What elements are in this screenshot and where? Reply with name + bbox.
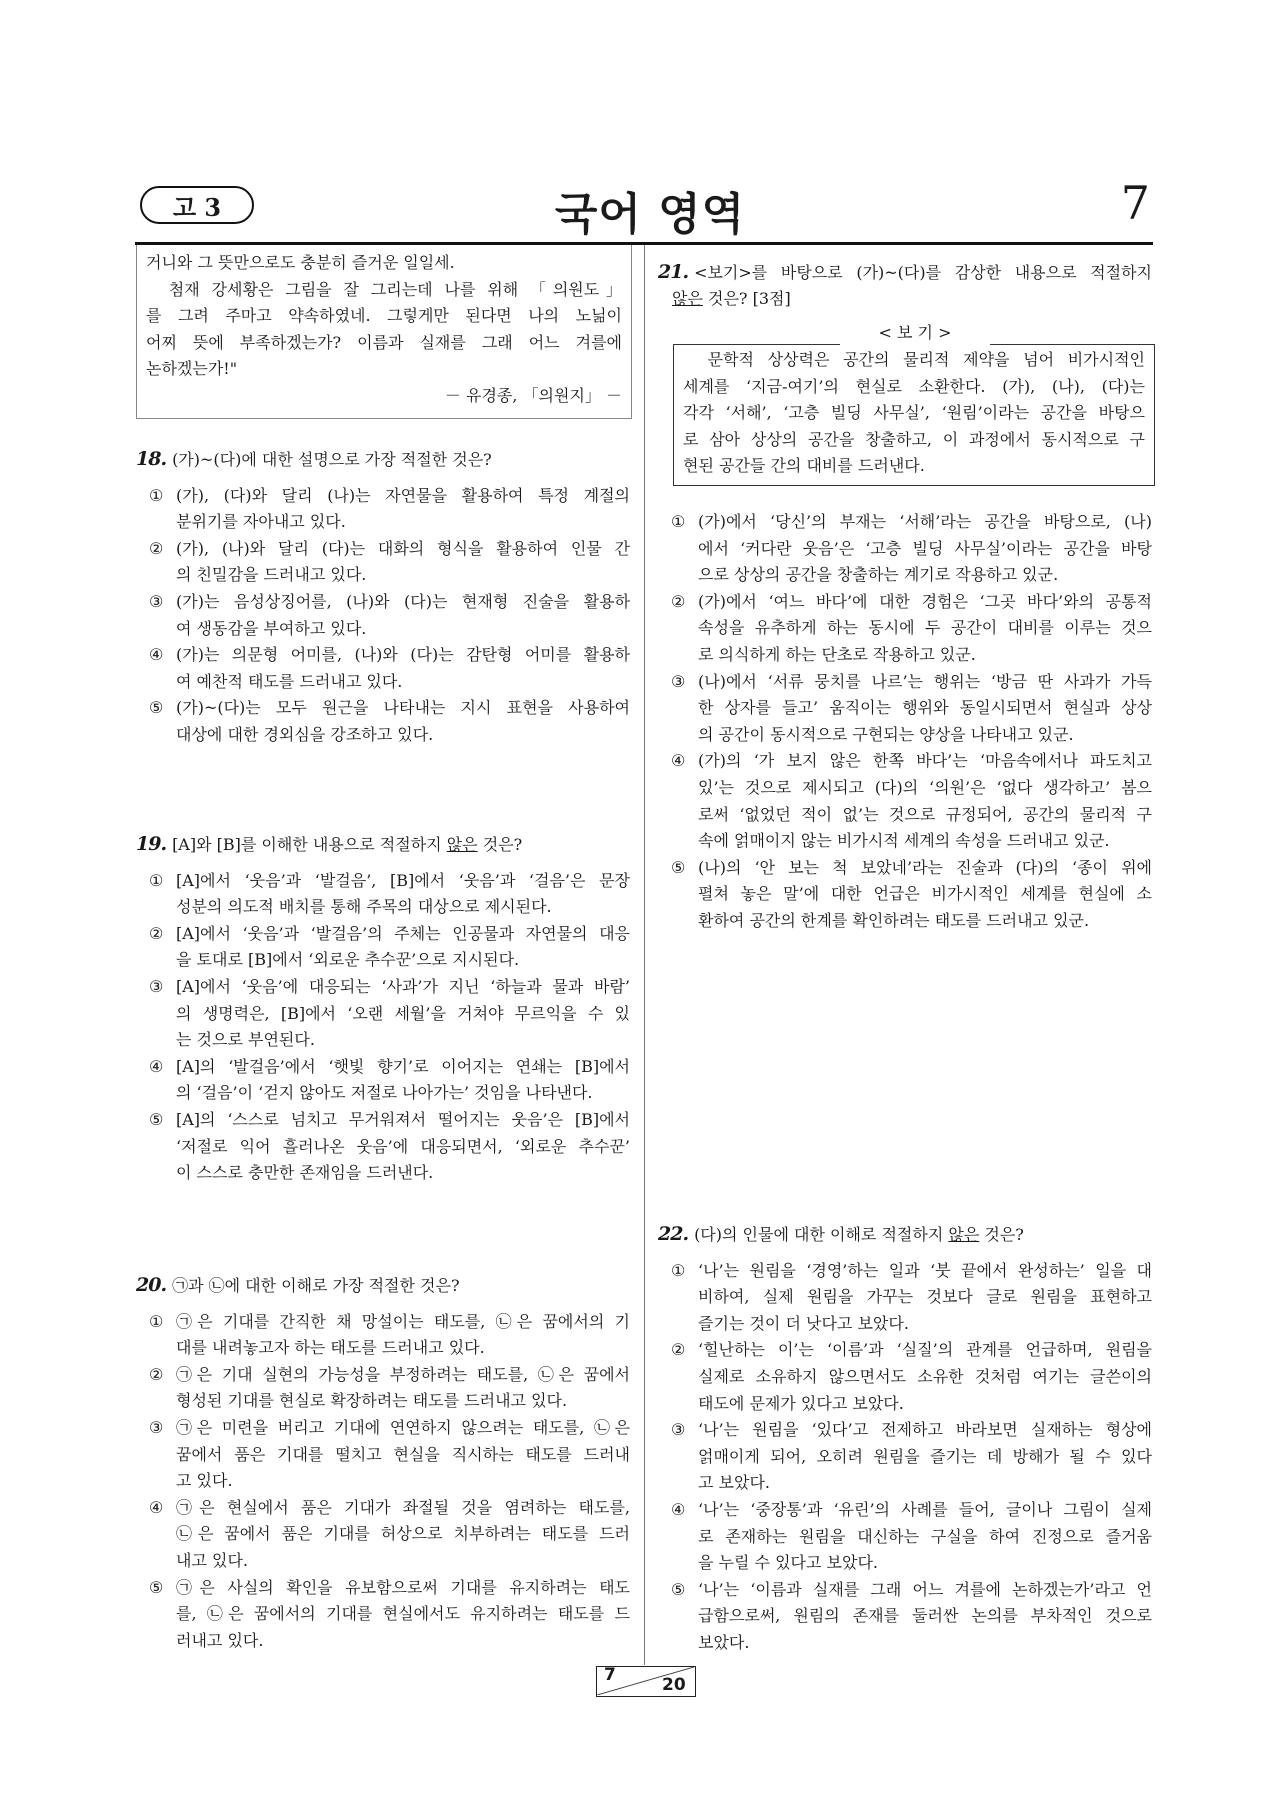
option-line: ‘나’는 원림을 ‘경영’하는 일과 ‘붓 끝에서 완성하는’ 일을 대	[698, 1260, 1152, 1280]
stem-text: 것은? [3점]	[702, 288, 791, 308]
footer-total-pages: 20	[662, 1675, 686, 1695]
option-line: 비하여, 실제 원림을 가꾸는 것보다 글로 원림을 표현하고	[698, 1287, 1152, 1307]
answer-option[interactable]	[671, 1497, 1152, 1577]
option-number: ④	[671, 1499, 686, 1519]
answer-option[interactable]	[671, 748, 1152, 854]
option-line: 속성을 유추하게 하는 동시에 두 공간이 대비를 이루는 것으	[698, 618, 1152, 638]
passage-text	[146, 250, 622, 410]
question-22	[658, 1221, 1152, 1657]
option-line: 펼쳐 놓은 말’에 대한 언급은 비가시적인 세계를 현실에 소	[698, 884, 1152, 904]
option-line: ㉠은 현실에서 품은 기대가 좌절될 것을 염려하는 태도를,	[176, 1497, 630, 1517]
option-number: ⑤	[671, 857, 686, 877]
option-line: (가)는 의문형 어미를, (나)와 (다)는 감탄형 어미를 활용하	[176, 645, 630, 665]
option-number: ④	[149, 645, 164, 665]
stem-text: ㉠과 ㉡에 대한 이해로 가장 적절한 것은?	[172, 1276, 460, 1295]
answer-option[interactable]	[671, 1577, 1152, 1657]
answer-option[interactable]	[149, 1107, 630, 1187]
bogi-line: 세계를 ‘지금-여기’의 현실로 소환한다. (가), (나), (다)는	[683, 376, 1145, 396]
option-line: 로 의식하게 하는 단초로 작용하고 있군.	[698, 644, 976, 664]
option-number: ②	[671, 1340, 686, 1360]
option-line: 고 있다.	[176, 1471, 233, 1491]
answer-option[interactable]	[149, 536, 630, 589]
option-line: 얽매이게 되어, 오히려 원림을 즐기는 데 방해가 될 수 있다	[698, 1446, 1152, 1466]
answer-option[interactable]	[149, 868, 630, 921]
question-stem	[136, 446, 630, 473]
option-number: ②	[149, 1364, 164, 1384]
option-number: ⑤	[149, 1577, 164, 1597]
option-line: 태도에 문제가 있다고 보았다.	[698, 1393, 904, 1413]
option-number: ①	[149, 870, 164, 890]
option-number: ①	[671, 1260, 686, 1280]
question-18	[136, 446, 630, 749]
option-line: 의 생명력은, [B]에서 ‘오랜 세월’을 거쳐야 무르익을 수 있	[176, 1003, 630, 1023]
option-line: 속에 얽매이지 않는 비가시적 세계의 속성을 드러내고 있군.	[698, 831, 1110, 851]
option-number: ③	[671, 671, 686, 691]
question-stem	[658, 1221, 1152, 1248]
option-line: 즐기는 것이 더 낫다고 보았다.	[698, 1313, 909, 1333]
answer-option[interactable]	[149, 974, 630, 1054]
answer-option[interactable]	[149, 1054, 630, 1107]
option-line: 로써 ‘없었던 적이 없’는 것으로 규정되어, 공간의 물리적 구	[698, 804, 1152, 824]
footer-current-page: 7	[604, 1665, 616, 1685]
option-number: ⑤	[149, 698, 164, 718]
passage-attribution: － 유경종, 「의원지」 －	[444, 385, 622, 405]
option-line: 의 공간이 동시적으로 구현되는 양상을 나타내고 있군.	[698, 724, 1074, 744]
question-number: 19.	[136, 833, 167, 855]
answer-option[interactable]	[671, 855, 1152, 935]
column-divider	[644, 245, 645, 1665]
spacer	[658, 1248, 1152, 1258]
option-number: ②	[149, 923, 164, 943]
answer-option[interactable]	[149, 695, 630, 748]
page-title: 국어 영역	[554, 189, 746, 240]
option-line: 으로 상상의 공간을 창출하는 계기로 작용하고 있군.	[698, 565, 1059, 585]
option-line: 꿈에서 품은 기대를 떨치고 현실을 직시하는 태도를 드러내	[176, 1444, 630, 1464]
spacer	[136, 473, 630, 483]
stem-text: [A]와 [B]를 이해한 내용으로 적절하지	[172, 835, 447, 854]
option-line: ㉠은 사실의 확인을 유보함으로써 기대를 유지하려는 태도	[176, 1577, 630, 1597]
option-line: (가)에서 ‘당신’의 부재는 ‘서해’라는 공간을 바탕으로, (나)	[698, 511, 1152, 531]
option-line: [A]에서 ‘웃음’과 ‘발걸음’, [B]에서 ‘웃음’과 ‘걸음’은 문장	[176, 870, 630, 890]
option-line: ‘나’는 ‘이름과 실재를 그래 어느 겨를에 논하겠는가’라고 언	[698, 1579, 1152, 1599]
option-line: [A]에서 ‘웃음’과 ‘발걸음’의 주체는 인공물과 자연물의 대응	[176, 923, 630, 943]
option-line: 형성된 기대를 현실로 확장하려는 태도를 드러내고 있다.	[176, 1391, 568, 1411]
option-line: 로 존재하는 원림을 대신하는 구실을 하여 진정으로 즐거움	[698, 1526, 1152, 1546]
answer-option[interactable]	[149, 589, 630, 642]
question-19	[136, 831, 630, 1187]
spacer	[136, 1299, 630, 1309]
answer-option[interactable]	[149, 483, 630, 536]
option-line: 한 상자를 들고’ 움직이는 행위와 동일시되면서 현실과 상상	[698, 698, 1152, 718]
option-number: ④	[149, 1056, 164, 1076]
answer-option[interactable]	[671, 1258, 1152, 1338]
option-line: (나)에서 ‘서류 뭉치를 나르’는 행위는 ‘방금 딴 사과가 가득	[698, 671, 1152, 691]
option-line: ‘저절로 익어 흘러나온 웃음’에 대응되면서, ‘외로운 추수꾼’	[176, 1136, 630, 1156]
option-number: ①	[671, 511, 686, 531]
option-line: [A]에서 ‘웃음’에 대응되는 ‘사과’가 지닌 ‘하늘과 물과 바람’	[176, 976, 630, 996]
option-line: 의 ‘걸음’이 ‘걷지 않아도 저절로 나아가는’ 것임을 나타낸다.	[176, 1083, 593, 1103]
passage-line: 를 그려 주마고 약속하였네. 그렇게만 된다면 나의 노닒이	[146, 306, 622, 326]
answer-option[interactable]	[149, 921, 630, 974]
option-number: ③	[149, 976, 164, 996]
option-line: 성분의 의도적 배치를 통해 주목의 대상으로 제시된다.	[176, 897, 552, 917]
option-line: ㉡은 꿈에서 품은 기대를 허상으로 치부하려는 태도를 드러	[176, 1524, 630, 1544]
bogi-line: 현된 공간들 간의 대비를 드러낸다.	[683, 456, 925, 476]
option-line: 여 예찬적 태도를 드러내고 있다.	[176, 671, 403, 691]
emphasis-underline: 않은	[948, 1225, 980, 1244]
emphasis-underline: 않은	[446, 835, 478, 854]
answer-option[interactable]	[149, 1495, 630, 1575]
option-number: ①	[149, 485, 164, 505]
option-number: ⑤	[149, 1109, 164, 1129]
option-number: ②	[149, 538, 164, 558]
option-line: 급함으로써, 원림의 존재를 둘러싼 논의를 부차적인 것으로	[698, 1606, 1152, 1626]
option-line: 이 스스로 충만한 존재임을 드러낸다.	[176, 1163, 434, 1183]
passage-line: 거니와 그 뜻만으로도 충분히 즐거운 일일세.	[146, 253, 455, 272]
option-number: ⑤	[671, 1579, 686, 1599]
spacer	[136, 858, 630, 868]
option-line: 분위기를 자아내고 있다.	[176, 512, 346, 532]
option-number: ①	[149, 1311, 164, 1331]
question-stem	[658, 259, 1152, 286]
option-line: (가)는 음성상징어를, (나)와 (다)는 현재형 진술을 활용하	[176, 591, 630, 611]
bogi-text	[683, 347, 1145, 480]
option-line: 을 누릴 수 있다고 보았다.	[698, 1553, 878, 1573]
option-line: 있’는 것으로 제시되고 (다)의 ‘의원’은 ‘없다 생각하고’ 봄으	[698, 777, 1152, 797]
question-20	[136, 1272, 630, 1654]
question-number: 22.	[658, 1223, 689, 1245]
option-line: (가)~(다)는 모두 원근을 나타내는 지시 표현을 사용하여	[176, 698, 630, 718]
option-line: [A]의 ‘발걸음’에서 ‘햇빛 향기’로 이어지는 연쇄는 [B]에서	[176, 1056, 630, 1076]
passage-line: 어찌 뜻에 부족하겠는가? 이름과 실재를 그래 어느 겨를에	[146, 332, 622, 352]
option-number: ②	[671, 591, 686, 611]
option-line: 를, ㉡은 꿈에서의 기대를 현실에서도 유지하려는 태도를 드	[176, 1604, 630, 1624]
option-line: (가), (나)와 달리 (다)는 대화의 형식을 활용하여 인물 간	[176, 538, 630, 558]
stem-text: (가)~(다)에 대한 설명으로 가장 적절한 것은?	[172, 450, 492, 469]
answer-option[interactable]	[149, 1415, 630, 1495]
answer-option[interactable]	[149, 642, 630, 695]
grade-badge	[140, 186, 254, 224]
grade-label: 고 3	[172, 192, 222, 222]
answer-option[interactable]	[149, 1309, 630, 1362]
option-line: 보았다.	[698, 1632, 750, 1652]
question-number: 21.	[658, 261, 689, 283]
answer-option[interactable]	[149, 1575, 630, 1655]
stem-text: <보기>를 바탕으로 (가)~(다)를 감상한 내용으로 적절하지	[694, 263, 1152, 282]
answer-option[interactable]	[671, 1417, 1152, 1497]
option-line: 러내고 있다.	[176, 1630, 264, 1650]
stem-text: 것은?	[477, 835, 523, 854]
stem-text: 것은?	[979, 1225, 1024, 1244]
bogi-line: 문학적 상상력은 공간의 물리적 제약을 넘어 비가시적인	[683, 350, 1145, 369]
answer-option[interactable]	[149, 1362, 630, 1415]
option-line: 는 것으로 부연된다.	[176, 1030, 315, 1050]
option-line: (가)에서 ‘여느 바다’에 대한 경험은 ‘그곳 바다’와의 공통적	[698, 591, 1152, 611]
option-number: ③	[149, 591, 164, 611]
question-stem	[136, 831, 630, 858]
option-number: ④	[671, 751, 686, 771]
option-line: (나)의 ‘안 보는 척 보았네’라는 진술과 (다)의 ‘종이 위에	[698, 857, 1152, 877]
option-line: 을 토대로 [B]에서 ‘외로운 추수꾼’으로 지시된다.	[176, 950, 520, 970]
option-line: [A]의 ‘스스로 넘치고 무거워져서 떨어지는 웃음’은 [B]에서	[176, 1109, 630, 1129]
option-line: 실제로 소유하지 않으면서도 소유한 것처럼 여기는 글쓴이의	[698, 1366, 1152, 1386]
question-stem	[136, 1272, 630, 1299]
option-line: ㉠은 기대를 간직한 채 망설이는 태도를, ㉡은 꿈에서의 기	[176, 1311, 630, 1331]
option-line: 대상에 대한 경외심을 강조하고 있다.	[176, 724, 434, 744]
option-line: 내고 있다.	[176, 1550, 248, 1570]
option-line: ㉠은 미련을 버리고 기대에 연연하지 않으려는 태도를, ㉡은	[176, 1417, 630, 1437]
bogi-line: 로 삼아 상상의 공간을 창출하고, 이 과정에서 동시적으로 구	[683, 429, 1145, 449]
option-line: ‘힐난하는 이’는 ‘이름’과 ‘실질’의 관계를 언급하며, 원림을	[698, 1340, 1152, 1360]
answer-option[interactable]	[671, 509, 1152, 589]
option-number: ③	[149, 1417, 164, 1437]
option-line: (가)의 ‘가 보지 않은 한쪽 바다’는 ‘마음속에서나 파도치고	[698, 751, 1152, 771]
answer-option[interactable]	[671, 589, 1152, 669]
option-line: 여 생동감을 부여하고 있다.	[176, 618, 367, 638]
option-line: 환하여 공간의 한계를 확인하려는 태도를 드러내고 있군.	[698, 910, 1090, 930]
bogi-line: 각각 ‘서해’, ‘고층 빌딩 사무실’, ‘원림’이라는 공간을 바탕으	[683, 403, 1145, 423]
option-line: 에서 ‘커다란 웃음’은 ‘고층 빌딩 사무실’이라는 공간을 바탕	[698, 538, 1152, 558]
option-line: (가), (다)와 달리 (나)는 자연물을 활용하여 특정 계절의	[176, 485, 630, 505]
passage-line: 논하겠는가!"	[146, 359, 238, 379]
option-number: ③	[671, 1420, 686, 1440]
option-line: 대를 내려놓고자 하는 태도를 드러내고 있다.	[176, 1338, 485, 1358]
passage-line: 첨재 강세황은 그림을 잘 그리는데 나를 위해 「의원도」	[146, 279, 622, 299]
bogi-label: < 보 기 >	[840, 320, 990, 346]
answer-option[interactable]	[671, 1337, 1152, 1417]
option-number: ④	[149, 1497, 164, 1517]
option-line: ‘나’는 원림을 ‘있다’고 전제하고 바라보면 실재하는 형상에	[698, 1420, 1152, 1440]
option-line: ㉠은 기대 실현의 가능성을 부정하려는 태도를, ㉡은 꿈에서	[176, 1364, 630, 1384]
option-line: ‘나’는 ‘중장통’과 ‘유린’의 사례를 들어, 글이나 그림이 실제	[698, 1499, 1152, 1519]
question-number: 18.	[136, 448, 167, 470]
page-number: 7	[1120, 176, 1150, 230]
emphasis-underline: 않은	[672, 288, 703, 308]
answer-option[interactable]	[671, 669, 1152, 749]
stem-text: (다)의 인물에 대한 이해로 적절하지	[694, 1225, 949, 1244]
question-stem	[658, 286, 1152, 313]
question-number: 20.	[136, 1274, 167, 1296]
option-line: 고 보았다.	[698, 1473, 770, 1493]
option-line: 의 친밀감을 드러내고 있다.	[176, 565, 367, 585]
